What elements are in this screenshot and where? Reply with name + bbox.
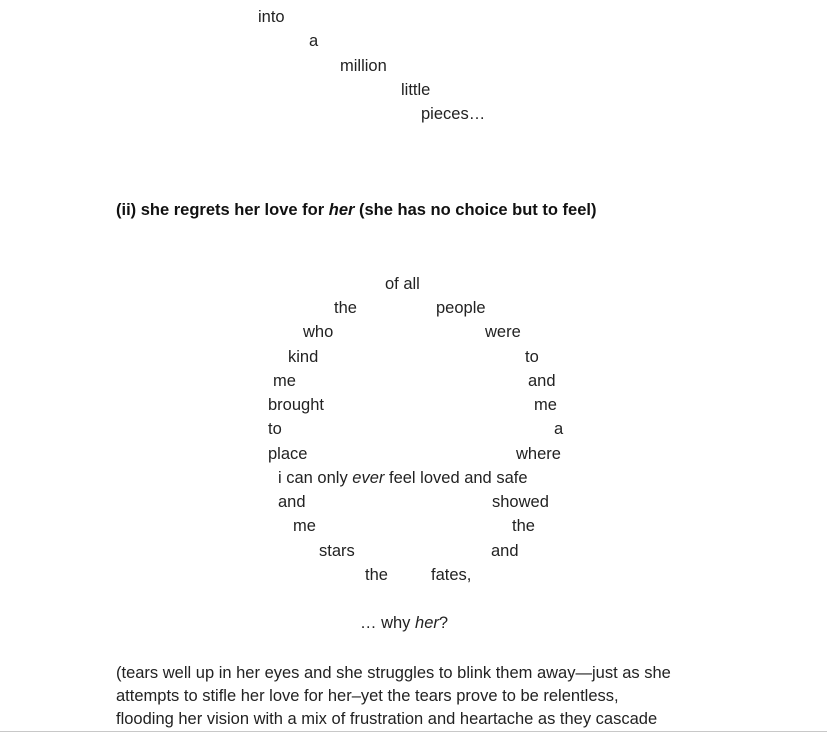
heart-word-left: the (334, 299, 357, 317)
heart-word-left: me (293, 517, 316, 535)
heart-word-left: brought (268, 396, 324, 414)
heart-word-left: and (278, 493, 306, 511)
center-post: feel loved and safe (384, 469, 528, 487)
heart-word-right: a (554, 420, 564, 438)
cascade-word: little (401, 81, 431, 99)
heart-word-left: kind (288, 348, 319, 366)
heart-word-right: people (436, 299, 486, 317)
page-bottom-divider (0, 731, 827, 732)
heart-word: of all (385, 275, 420, 293)
heart-word-right: and (528, 372, 556, 390)
heart-word-left: place (268, 445, 308, 463)
heading-suffix: (she has no choice but to feel) (354, 201, 597, 219)
heart-word-left: to (268, 420, 282, 438)
heart-word-left: who (303, 323, 334, 341)
question-pre: … why (360, 614, 416, 632)
cascade-word: into (258, 8, 285, 26)
cascade-word: million (340, 57, 387, 75)
cascade-word: a (309, 32, 319, 50)
cascade-word: pieces… (421, 105, 486, 123)
center-pre: i can only (278, 469, 353, 487)
heart-word-right: showed (492, 493, 549, 511)
heart-word-right: and (491, 542, 519, 560)
paragraph-line: (tears well up in her eyes and she struggles to blink them away—just as she (116, 664, 671, 682)
heart-word-right: to (525, 348, 539, 366)
heading-prefix: (ii) she regrets her love for (116, 201, 329, 219)
heart-word-right: fates, (431, 566, 472, 584)
heart-word-left: stars (319, 542, 355, 560)
heart-word-right: where (516, 445, 561, 463)
question-line (360, 613, 448, 633)
paragraph-line: flooding her vision with a mix of frustration and heartache as they cascade (116, 710, 658, 728)
heart-word-right: me (534, 396, 557, 414)
center-emphasis: ever (352, 469, 385, 487)
heart-word-left: the (365, 566, 388, 584)
heart-center-line (278, 468, 528, 488)
closing-paragraph (116, 662, 756, 731)
question-post: ? (438, 614, 449, 632)
heart-word-right: the (512, 517, 535, 535)
heart-word-left: me (273, 372, 296, 390)
heart-word-right: were (485, 323, 521, 341)
section-heading (116, 201, 596, 220)
heading-emphasis: her (328, 201, 355, 219)
paragraph-line: attempts to stifle her love for her–yet the tears prove to be relentless, (116, 687, 619, 705)
question-emphasis: her (415, 614, 439, 632)
